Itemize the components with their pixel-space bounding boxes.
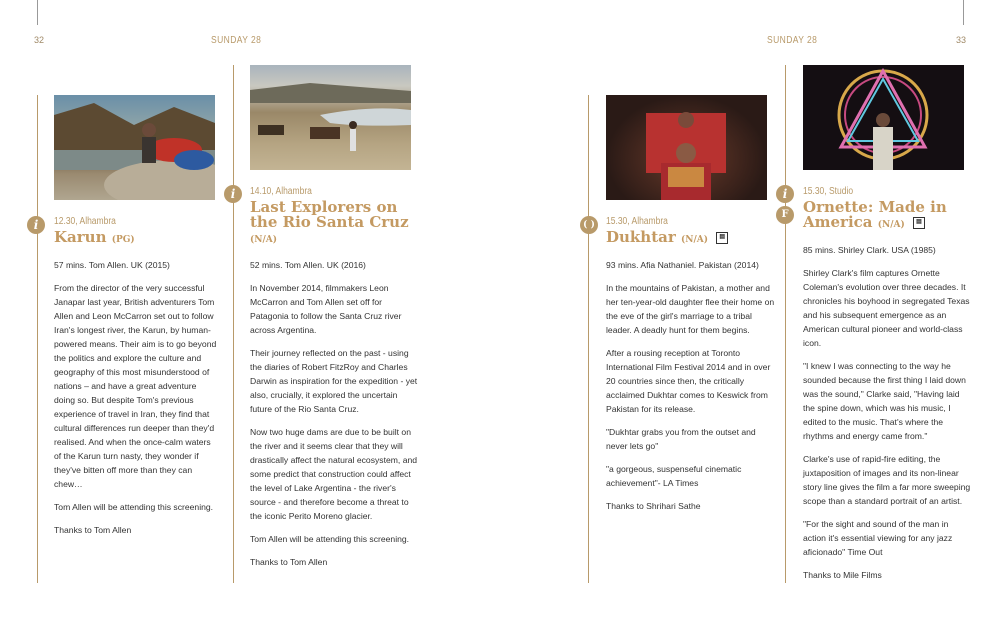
paragraph: Thanks to Mile Films (803, 570, 882, 580)
running-head-left: SUNDAY 28 (211, 35, 262, 46)
page-number-left: 32 (34, 35, 45, 45)
film-still-last-explorers (250, 65, 411, 170)
paragraph: "For the sight and sound of the man in action it's essential viewing for any jazz aficionado" Time Out (803, 519, 953, 557)
paragraph: Thanks to Shrihari Sathe (606, 501, 701, 511)
running-head-right: SUNDAY 28 (767, 35, 818, 46)
time-venue: 15.30, Studio (803, 186, 854, 197)
paragraph: In the mountains of Pakistan, a mother and her ten-year-old daughter flee their home on the eve of the girl's marriage to a tribal leader. A deadly hunt for them begins. (606, 283, 775, 335)
film-listing-ornette (803, 186, 973, 591)
column-divider (37, 95, 38, 583)
film-title-text: Karun (54, 228, 107, 246)
film-listing-karun (54, 216, 219, 546)
column-divider (233, 65, 234, 583)
certificate: (N/A) (877, 220, 905, 230)
certificate: (N/A) (250, 235, 278, 245)
paragraph: Now two huge dams are due to be built on the river and it seems clear that they will drastically affect the natural ecosystem, and some predict that construction could affect the level of Lake Argentina - the river's source - and therefore become a threat to the iconic Perito Moreno glacier. (250, 427, 418, 521)
film-listing-dukhtar (606, 216, 776, 522)
column-divider (785, 65, 786, 583)
film-description (803, 266, 973, 582)
info-badge-icon: i (27, 216, 45, 234)
paragraph: "a gorgeous, suspenseful cinematic achievement"- LA Times (606, 464, 742, 488)
film-details (606, 258, 776, 272)
film-description (54, 281, 219, 537)
film-details (250, 258, 420, 272)
paragraph: From the director of the very successful Janapar last year, British adventurers Tom Allen and Leon McCarron set out to follow Iran's longest river, the Karun, by human-powered means. Their aim is to go beyond the politics and explore the culture and geography of this most misunderstood of nations – and have a great adventure doing so. But despite Tom's previous experience of travel in Iran, they find that cultural differences run deeper than they'd realised. And when the once-calm waters of the Karun turn nasty, they wonder if they've bitten off more than they can chew… (54, 283, 217, 489)
time-venue: 15.30, Alhambra (606, 216, 668, 227)
film-title (803, 200, 973, 233)
paragraph: Shirley Clark's film captures Ornette Coleman's evolution over three decades. It chronicles his boyhood in segregated Texas and his subsequent emergence as an American cultural pioneer and world-class icon. (803, 268, 970, 348)
column-divider (588, 95, 589, 583)
paragraph: Their journey reflected on the past - using the diaries of Robert FitzRoy and Charles Darwin as inspiration for the expedition - yet also, crucially, it explored the uncertain future of the Rio Santa Cruz. (250, 348, 418, 414)
paragraph: Tom Allen will be attending this screening. (54, 502, 214, 512)
runtime-director-country: 57 mins. Tom Allen. UK (2015) (54, 260, 170, 270)
paragraph: "Dukhtar grabs you from the outset and never lets go" (606, 427, 756, 451)
certificate: (N/A) (681, 235, 709, 245)
film-still-dukhtar (606, 95, 767, 200)
paragraph: Thanks to Tom Allen (250, 557, 328, 567)
film-still-ornette (803, 65, 964, 170)
film-title (606, 230, 776, 248)
info-badge-icon: i (224, 185, 242, 203)
film-title-text: Last Explorers on the Rio Santa Cruz (250, 198, 409, 231)
f-rated-badge-icon: F (776, 206, 794, 224)
film-details (803, 243, 973, 257)
paragraph: In November 2014, filmmakers Leon McCarron and Tom Allen set off for Patagonia to follow the Santa Cruz river across Argentina. (250, 283, 402, 335)
audio-description-icon: ( ) (580, 216, 598, 234)
paragraph: After a rousing reception at Toronto International Film Festival 2014 and in over 20 countries since then, the critically acclaimed Dukhtar comes to Keswick from Pakistan for its release. (606, 348, 771, 414)
film-description (250, 281, 420, 569)
paragraph: Tom Allen will be attending this screening. (250, 534, 410, 544)
certificate: (PG) (111, 235, 135, 245)
paragraph: Thanks to Tom Allen (54, 525, 132, 535)
film-details (54, 258, 219, 272)
crop-mark (37, 0, 38, 25)
time-venue: 12.30, Alhambra (54, 216, 116, 227)
info-badge-icon: i (776, 185, 794, 203)
film-title (250, 200, 420, 248)
film-title-text: Ornette: Made in America (803, 198, 947, 231)
film-listing-last-explorers (250, 186, 420, 578)
subtitles-icon: ▤ (913, 217, 925, 229)
subtitles-icon: ▤ (716, 232, 728, 244)
film-still-karun (54, 95, 215, 200)
paragraph: Clarke's use of rapid-fire editing, the juxtaposition of images and its non-linear story line gives the film a far more sweeping scope than a standard portrait of an artist. (803, 454, 971, 506)
time-venue: 14.10, Alhambra (250, 186, 312, 197)
crop-mark (963, 0, 964, 25)
runtime-director-country: 85 mins. Shirley Clark. USA (1985) (803, 245, 936, 255)
film-title (54, 230, 219, 248)
runtime-director-country: 93 mins. Afia Nathaniel. Pakistan (2014) (606, 260, 759, 270)
film-title-text: Dukhtar (606, 228, 676, 246)
paragraph: "I knew I was connecting to the way he sounded because the first thing I laid down was the sound," Clarke said, "Having laid the spine down, which was his music, I edited to the music. That's where the rhythms and energy came from." (803, 361, 966, 441)
runtime-director-country: 52 mins. Tom Allen. UK (2016) (250, 260, 366, 270)
page-number-right: 33 (956, 35, 967, 45)
film-description (606, 281, 776, 513)
